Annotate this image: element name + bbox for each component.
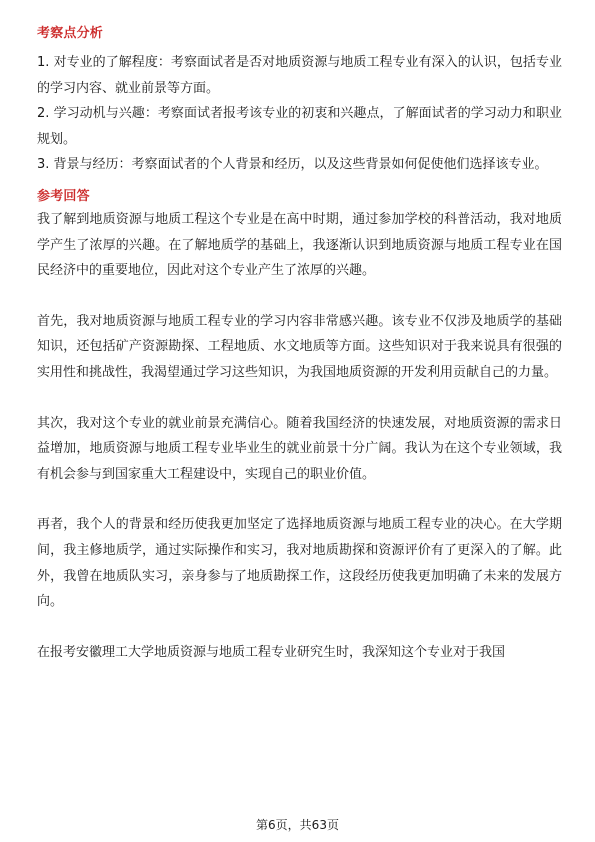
page-number: 第6页，共63页	[256, 818, 339, 832]
analysis-heading: 考察点分析	[37, 26, 104, 41]
answer-paragraph-4: 再者，我个人的背景和经历使我更加坚定了选择地质资源与地质工程专业的决心。在大学期间，我主修地质学，通过实际操作和实习，我对地质勘探和资源评价有了更深入的了解。此外，我曾在地质队实习，亲身参与了地质勘探工作，这段经历使我更加明确了未来的发展方向。	[37, 517, 562, 610]
analysis-item-3: 3. 背景与经历：考察面试者的个人背景和经历，以及这些背景如何促使他们选择该专业。	[37, 157, 548, 173]
answer-heading: 参考回答	[37, 188, 90, 204]
page-content	[37, 24, 562, 665]
analysis-item-2: 2. 学习动机与兴趣：考察面试者报考该专业的初衷和兴趣点，了解面试者的学习动力和职业规划。	[37, 106, 562, 147]
answer-paragraph-2: 首先，我对地质资源与地质工程专业的学习内容非常感兴趣。该专业不仅涉及地质学的基础知识，还包括矿产资源勘探、工程地质、水文地质等方面。这些知识对于我来说具有很强的实用性和挑战性，我渴望通过学习这些知识，为我国地质资源的开发利用贡献自己的力量。	[37, 313, 562, 380]
answer-paragraph-5: 在报考安徽理工大学地质资源与地质工程专业研究生时，我深知这个专业对于我国	[37, 644, 506, 660]
analysis-item-1: 1. 对专业的了解程度：考察面试者是否对地质资源与地质工程专业有深入的认识，包括专业的学习内容、就业前景等方面。	[37, 55, 562, 96]
answer-paragraph-1: 我了解到地质资源与地质工程这个专业是在高中时期，通过参加学校的科普活动，我对地质学产生了浓厚的兴趣。在了解地质学的基础上，我逐渐认识到地质资源与地质工程专业在国民经济中的重要地位，因此对这个专业产生了浓厚的兴趣。	[37, 211, 562, 279]
answer-paragraph-3: 其次，我对这个专业的就业前景充满信心。随着我国经济的快速发展，对地质资源的需求日益增加，地质资源与地质工程专业毕业生的就业前景十分广阔。我认为在这个专业领域，我有机会参与到国家重大工程建设中，实现自己的职业价值。	[37, 415, 562, 482]
